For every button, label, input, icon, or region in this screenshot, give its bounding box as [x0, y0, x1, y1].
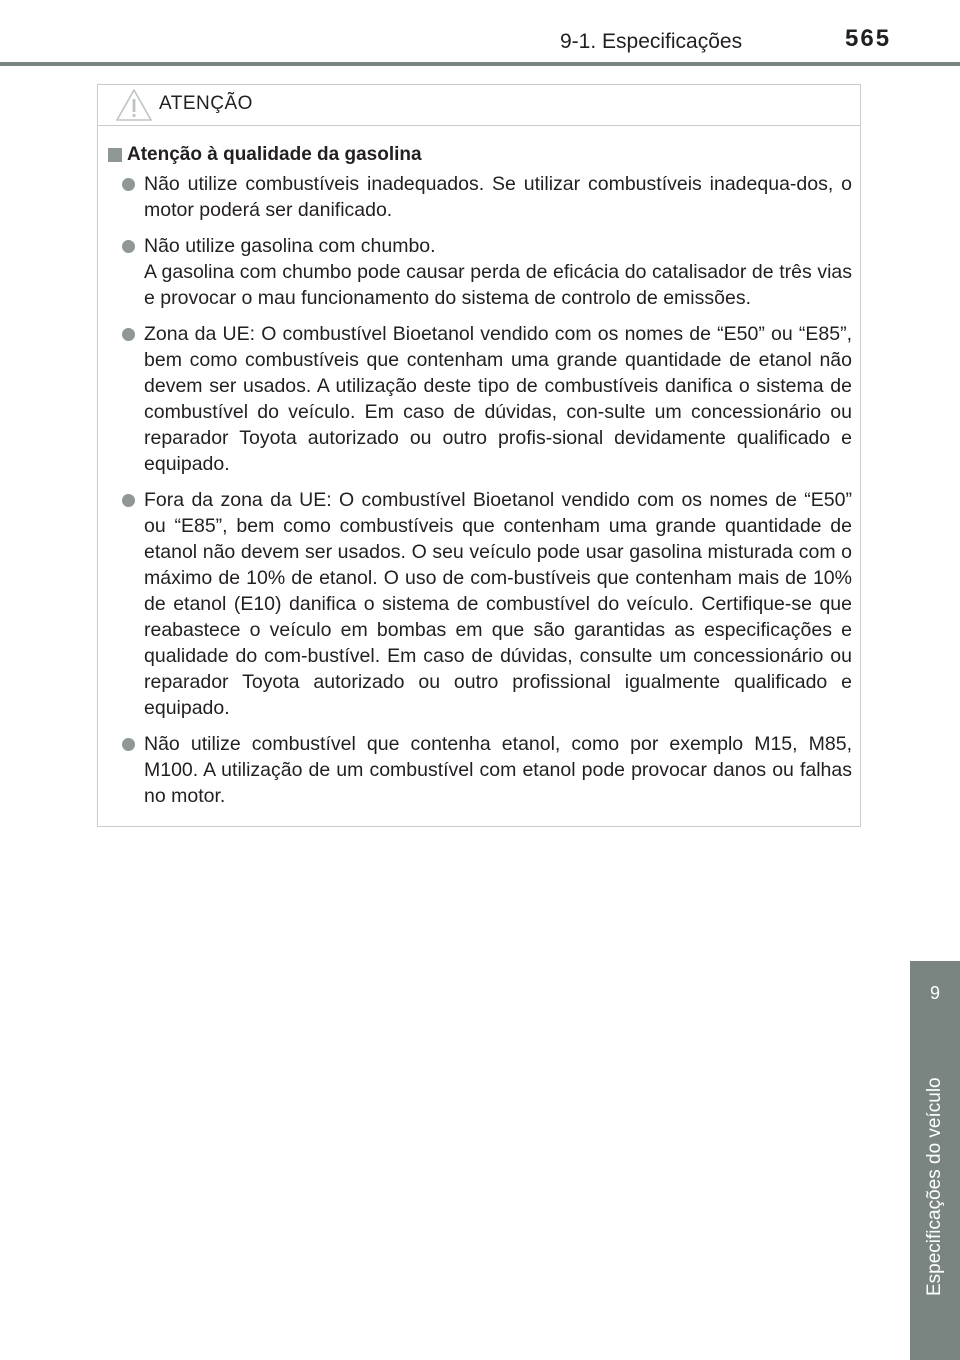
section-title: 9-1. Especificações — [560, 30, 743, 53]
header-rule — [0, 62, 960, 66]
square-bullet-icon — [108, 148, 122, 162]
bullet-item — [106, 487, 852, 721]
bullet-text: Fora da zona da UE: O combustível Bioetanol vendido com os nomes de “E50” ou “E85”, bem como combustíveis que contenham uma grande quantidade de etanol não devem ser usados. O seu veículo pode usar gasolina misturada com o máximo de 10% de etanol. O uso de com-bustíveis que contenham mais de 10% de etanol (E10) danifica o sistema de combustível do veículo. Certifique-se que reabastece o veículo em bombas em que são garantidas as especificações e qualidade do com-bustível. Em caso de dúvidas, consulte um concessionário ou reparador Toyota autorizado ou outro profissional igualmente qualificado e equipado. — [144, 489, 852, 719]
round-bullet-icon — [122, 738, 135, 751]
bullet-text: Não utilize combustível que contenha etanol, como por exemplo M15, M85, M100. A utilização de um combustível com etanol pode provocar danos ou falhas no motor. — [144, 733, 852, 807]
warning-box — [97, 84, 861, 827]
page-number: 565 — [845, 25, 892, 52]
bullet-item — [106, 321, 852, 477]
bullet-text: Zona da UE: O combustível Bioetanol vendido com os nomes de “E50” ou “E85”, bem como combustíveis que contenham uma grande quantidade de etanol não devem ser usados. A utilização deste tipo de combustíveis danifica o sistema de combustível do veículo. Em caso de dúvidas, con-sulte um concessionário ou reparador Toyota autorizado ou outro profis-sional devidamente qualificado e equipado. — [144, 323, 852, 475]
round-bullet-icon — [122, 328, 135, 341]
chapter-number: 9 — [929, 983, 940, 1003]
bullet-text-continuation: A gasolina com chumbo pode causar perda de eficácia do catalisador de três vias e provocar o mau funcionamento do sistema de controlo de emissões. — [144, 261, 852, 309]
bullet-text: Não utilize gasolina com chumbo. — [144, 235, 436, 257]
round-bullet-icon — [122, 240, 135, 253]
warning-triangle-icon — [115, 88, 153, 122]
bullet-item — [106, 731, 852, 809]
chapter-side-tab — [910, 961, 960, 1360]
chapter-label: Especificações do veículo — [924, 1077, 945, 1296]
round-bullet-icon — [122, 494, 135, 507]
bullet-text: Não utilize combustíveis inadequados. Se utilizar combustíveis inadequa-dos, o motor poderá ser danificado. — [144, 173, 852, 221]
subheading — [106, 142, 852, 168]
bullet-item — [106, 171, 852, 223]
page-header — [0, 0, 960, 70]
round-bullet-icon — [122, 178, 135, 191]
bullet-item — [106, 233, 852, 311]
warning-header — [98, 85, 860, 126]
subheading-text: Atenção à qualidade da gasolina — [127, 144, 422, 165]
warning-label: ATENÇÃO — [159, 93, 253, 114]
warning-body — [98, 126, 860, 809]
